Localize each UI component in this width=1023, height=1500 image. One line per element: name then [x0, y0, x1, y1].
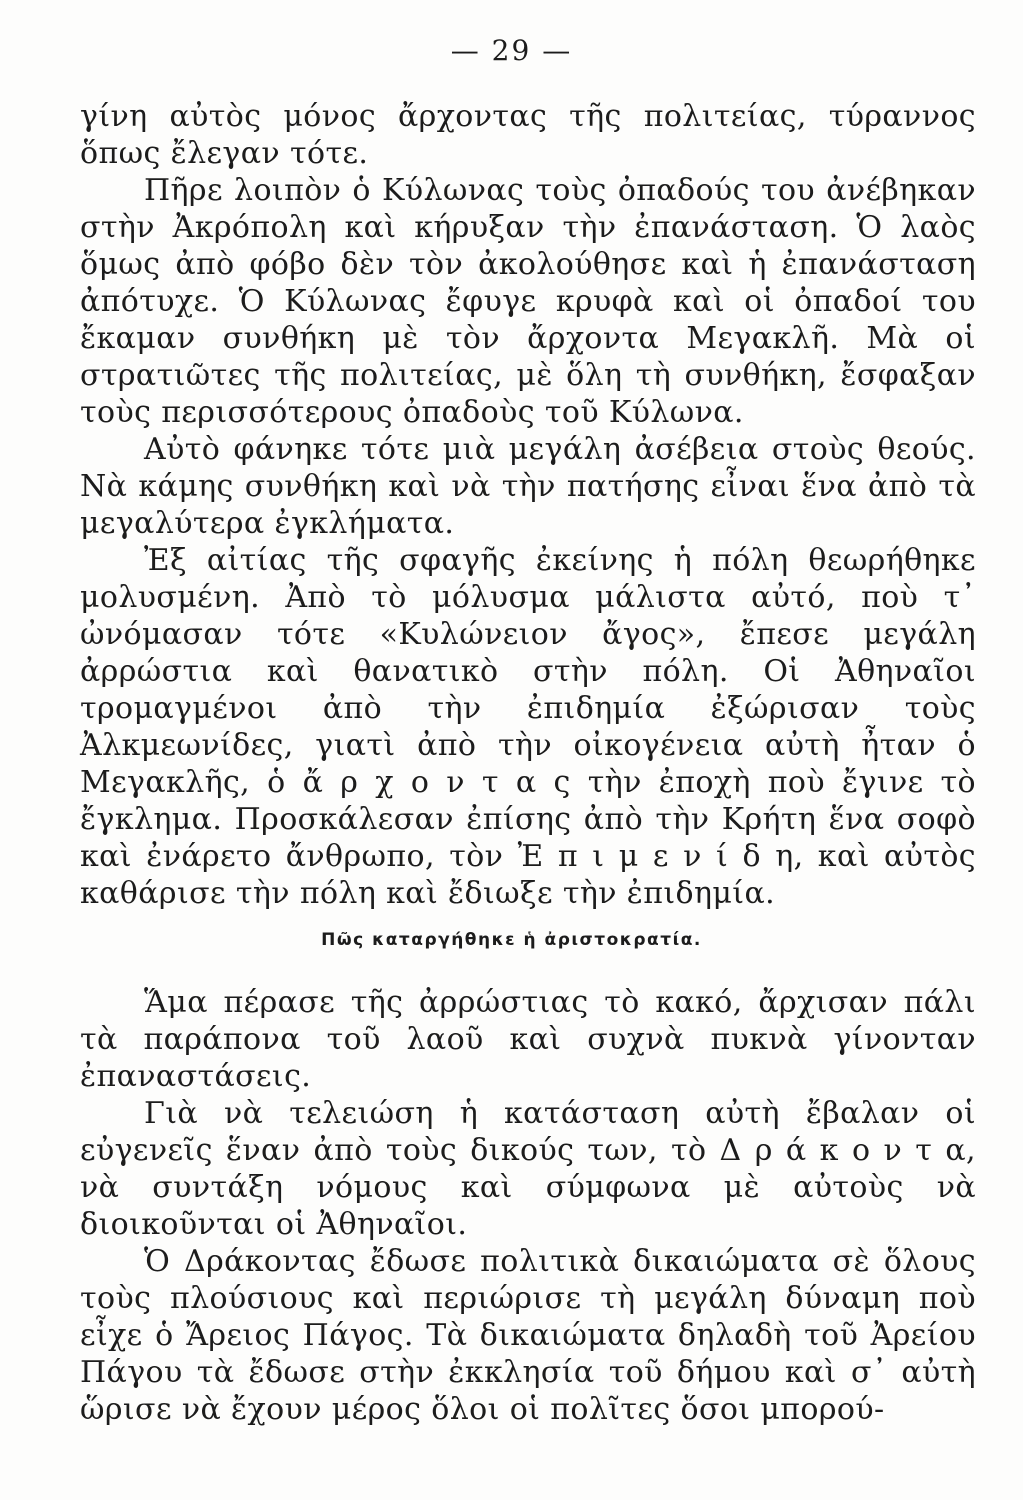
paragraph-4: Ἐξ αἰτίας τῆς σφαγῆς ἐκείνης ἡ πόλη θεωρήθηκε μολυσμένη. Ἀπὸ τὸ μόλυσμα μάλιστα αὐτό, ποὺ τ᾽ ὠνόμασαν τότε «Κυλώνειον ἄγος», ἔπεσε μεγάλη ἀρρώστια καὶ θανατικὸ στὴν πόλη. Οἱ Ἀθηναῖοι τρομαγμένοι ἀπὸ τὴν ἐπιδημία ἐξώρισαν τοὺς Ἀλκμεωνίδες, γιατὶ ἀπὸ τὴν οἰκογένεια αὐτὴ ἦταν ὁ Μεγακλῆς, ὁ ἄ ρ χ ο ν τ α ς τὴν ἐποχὴ ποὺ ἔγινε τὸ ἔγκλημα. Προσκάλεσαν ἐπίσης ἀπὸ τὴν Κρήτη ἕνα σοφὸ καὶ ἐνάρετο ἄνθρωπο, τὸν Ἐ π ι μ ε ν ί δ η, καὶ αὐτὸς καθάρισε τὴν πόλη καὶ ἔδιωξε τὴν ἐπιδημία. — [80, 543, 976, 911]
paragraph-6: Γιὰ νὰ τελειώση ἡ κατάσταση αὐτὴ ἔβαλαν οἱ εὐγενεῖς ἕναν ἀπὸ τοὺς δικούς των, τὸ Δ ρ ά κ ο ν τ α, νὰ συντάξη νόμους καὶ σύμφωνα μὲ αὐτοὺς νὰ διοικοῦνται οἱ Ἀθηναῖοι. — [80, 1096, 976, 1242]
paragraph-7: Ὁ Δράκοντας ἔδωσε πολιτικὰ δικαιώματα σὲ ὅλους τοὺς πλούσιους καὶ περιώρισε τὴ μεγάλη δύναμη ποὺ εἶχε ὁ Ἄρειος Πάγος. Τὰ δικαιώματα δηλαδὴ τοῦ Ἀρείου Πάγου τὰ ἔδωσε στὴν ἐκκλησία τοῦ δήμου καὶ σ᾽ αὐτὴ ὥρισε νὰ ἔχουν μέρος ὅλοι οἱ πολῖτες ὅσοι μπορού- — [80, 1244, 976, 1427]
text-block-top — [80, 98, 976, 912]
paragraph-5: Ἅμα πέρασε τῆς ἀρρώστιας τὸ κακό, ἄρχισαν πάλι τὰ παράπονα τοῦ λαοῦ καὶ συχνὰ πυκνὰ γίνονταν ἐπαναστάσεις. — [80, 985, 976, 1094]
paragraph-2: Πῆρε λοιπὸν ὁ Κύλωνας τοὺς ὀπαδούς του ἀνέβηκαν στὴν Ἀκρόπολη καὶ κήρυξαν τὴν ἐπανάσταση. Ὁ λαὸς ὅμως ἀπὸ φόβο δὲν τὸν ἀκολούθησε καὶ ἡ ἐπανάσταση ἀπότυχε. Ὁ Κύλωνας ἔφυγε κρυφὰ καὶ οἱ ὀπαδοί του ἔκαμαν συνθήκη μὲ τὸν ἄρχοντα Μεγακλῆ. Μὰ οἱ στρατιῶτες τῆς πολιτείας, μὲ ὅλη τὴ συνθήκη, ἔσφαξαν τοὺς περισσότερους ὀπαδοὺς τοῦ Κύλωνα. — [80, 173, 976, 430]
paragraph-1: γίνη αὐτὸς μόνος ἄρχοντας τῆς πολιτείας, τύραννος ὅπως ἔλεγαν τότε. — [80, 99, 976, 171]
section-heading: Πῶς καταργήθηκε ἡ ἀριστοκρατία. — [321, 930, 702, 950]
text-block-bottom — [80, 984, 976, 1428]
paragraph-3: Αὐτὸ φάνηκε τότε μιὰ μεγάλη ἀσέβεια στοὺς θεούς. Νὰ κάμης συνθήκη καὶ νὰ τὴν πατήσης εἶναι ἕνα ἀπὸ τὰ μεγαλύτερα ἐγκλήματα. — [80, 432, 976, 541]
page-number: — 29 — — [450, 34, 573, 67]
